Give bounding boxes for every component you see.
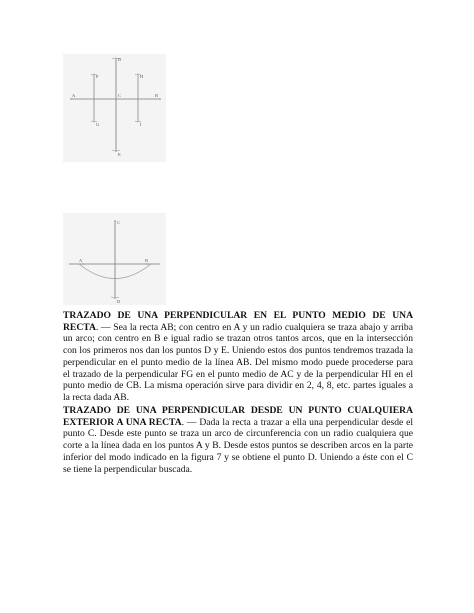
label-a: A <box>72 93 76 98</box>
label-h: H <box>140 74 144 79</box>
label-b: B <box>155 93 159 98</box>
point-b <box>159 98 161 100</box>
label-i: I <box>140 122 142 127</box>
point-a2 <box>82 263 84 265</box>
point-c <box>115 98 117 100</box>
section-perpendicular-external-point <box>63 405 413 475</box>
section2-heading-end: . <box>181 416 185 428</box>
section1-paragraph <box>63 310 413 404</box>
section2-paragraph <box>63 405 413 475</box>
point-c2 <box>114 220 116 222</box>
label-c: C <box>118 93 122 98</box>
section1-heading-end: . <box>95 321 99 333</box>
label-b2: B <box>145 258 149 263</box>
label-f: F <box>96 74 99 79</box>
label-g: G <box>96 122 100 127</box>
section-perpendicular-midpoint <box>63 310 413 404</box>
figure1-drawing <box>63 54 166 162</box>
figure-perpendicular-midpoint <box>63 54 166 162</box>
label-d: D <box>118 57 122 62</box>
label-a2: A <box>79 258 83 263</box>
point-b2 <box>146 263 148 265</box>
section1-body: — Sea la recta AB; con centro en A y un radio cualquiera se traza abajo y arriba un arco; con centro en B e igual radio se trazan otros tantos arcos, que en la intersección con los primeros nos dan los puntos D y E. Uniendo estos dos puntos tendremos trazada la perpendicular en el punto medio de la línea AB. Del mismo modo puede procederse para el trazado de la perpendicular FG en el punto medio de AC y de la perpendicular HI en el punto medio de CB. La misma operación sirve para dividir en 2, 4, 8, etc. partes iguales a la recta dada AB. <box>63 321 413 403</box>
figure2-drawing <box>63 213 166 305</box>
label-d2: D <box>117 299 121 304</box>
section1-heading: TRAZADO DE UNA PERPENDICULAR EN EL PUNTO MEDIO DE UNA RECTA <box>63 310 413 333</box>
section2-body: — Dada la recta a trazar a ella una perpendicular desde el punto C. Desde este punto se traza un arco de circunferencia con un radio cualquiera que corte a la línea dada en los puntos A y B. Desde estos puntos se describen arcos en la parte inferior del modo indicado en la figura 7 y se obtiene el punto D. Uniendo a éste con el C se tiene la perpendicular buscada. <box>63 416 414 475</box>
figure-perpendicular-external-point <box>63 213 166 305</box>
label-e: E <box>118 152 121 157</box>
label-c2: C <box>117 220 121 225</box>
point-a <box>70 98 72 100</box>
section2-heading: TRAZADO DE UNA PERPENDICULAR DESDE UN PUNTO CUALQUIERA EXTERIOR A UNA RECTA <box>63 405 413 428</box>
